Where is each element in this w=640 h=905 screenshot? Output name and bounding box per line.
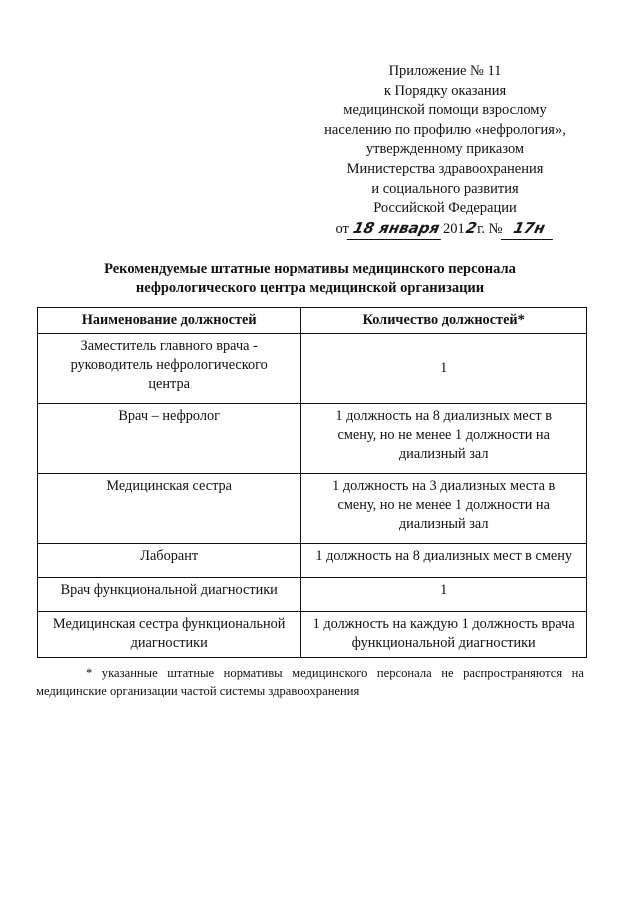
cell-line: 1 должность на 3 диализных места в [332,478,556,494]
title-line-2: нефрологического центра медицинской организации [135,280,485,296]
cell-line: диализный зал [398,516,489,532]
cell-line: Врач функциональной диагностики [60,582,278,598]
order-date-line [300,219,590,240]
appendix-line: утвержденному приказом [365,141,525,158]
footnote-line-1: * указанные штатные нормативы медицинского персонала не распространяются на [86,666,584,680]
position-cell [38,334,301,404]
cell-line: диализный зал [398,446,489,462]
table-row [38,544,587,578]
handwritten-date: 18 января [347,219,445,240]
table-row [38,612,587,658]
column-header-position: Наименование должностей [38,308,301,334]
position-cell [38,474,301,544]
handwritten-order-number: 17н [500,219,556,240]
cell-line: 1 [440,359,448,376]
column-header-quantity: Количество должностей* [301,308,587,334]
appendix-header [300,62,590,239]
quantity-cell [301,578,587,612]
table-row [38,474,587,544]
cell-line: Заместитель главного врача - [80,338,258,354]
quantity-cell [301,404,587,474]
year-prefix: 201 [442,220,465,237]
title-line-1: Рекомендуемые штатные нормативы медицинского персонала [104,261,516,277]
appendix-line: населению по профилю «нефрология», [324,121,566,138]
appendix-line: медицинской помощи взрослому [343,102,547,119]
footnote-line-2: медицинские организации частой системы здравоохранения [36,683,360,698]
document-title [40,260,580,298]
cell-line: центра [148,376,190,392]
table-header-row [38,308,587,334]
position-cell [38,578,301,612]
date-prefix: от [335,220,349,237]
appendix-line: Российской Федерации [373,200,517,217]
cell-line: 1 должность на 8 диализных мест в [335,408,552,424]
cell-line: Врач – нефролог [118,408,221,424]
position-cell [38,544,301,578]
table-row [38,334,587,404]
appendix-line: Министерства здравоохранения [346,160,544,177]
table-row [38,578,587,612]
quantity-cell [301,612,587,658]
quantity-cell [301,474,587,544]
table-row [38,404,587,474]
appendix-line: к Порядку оказания [383,82,507,99]
footnote [36,665,584,700]
cell-line: 1 [440,582,448,598]
position-cell [38,404,301,474]
cell-line: Лаборант [140,548,199,564]
quantity-cell [301,544,587,578]
cell-line: Медицинская сестра функциональной [52,616,286,632]
quantity-cell [301,334,587,404]
cell-line: Медицинская сестра [106,478,232,494]
cell-line: 1 должность на 8 диализных мест в смену [315,548,573,564]
cell-line: функциональной диагностики [351,635,536,651]
cell-line: смену, но не менее 1 должности на [337,427,550,443]
year-suffix: г. № [477,220,503,237]
handwritten-year-digit: 2 [463,218,479,237]
appendix-line: и социального развития [371,180,519,197]
position-cell [38,612,301,658]
staffing-table [37,307,587,658]
cell-line: смену, но не менее 1 должности на [337,497,550,513]
appendix-line: Приложение № 11 [388,63,502,79]
cell-line: руководитель нефрологического [70,357,268,373]
cell-line: 1 должность на каждую 1 должность врача [312,616,575,632]
cell-line: диагностики [130,635,208,651]
